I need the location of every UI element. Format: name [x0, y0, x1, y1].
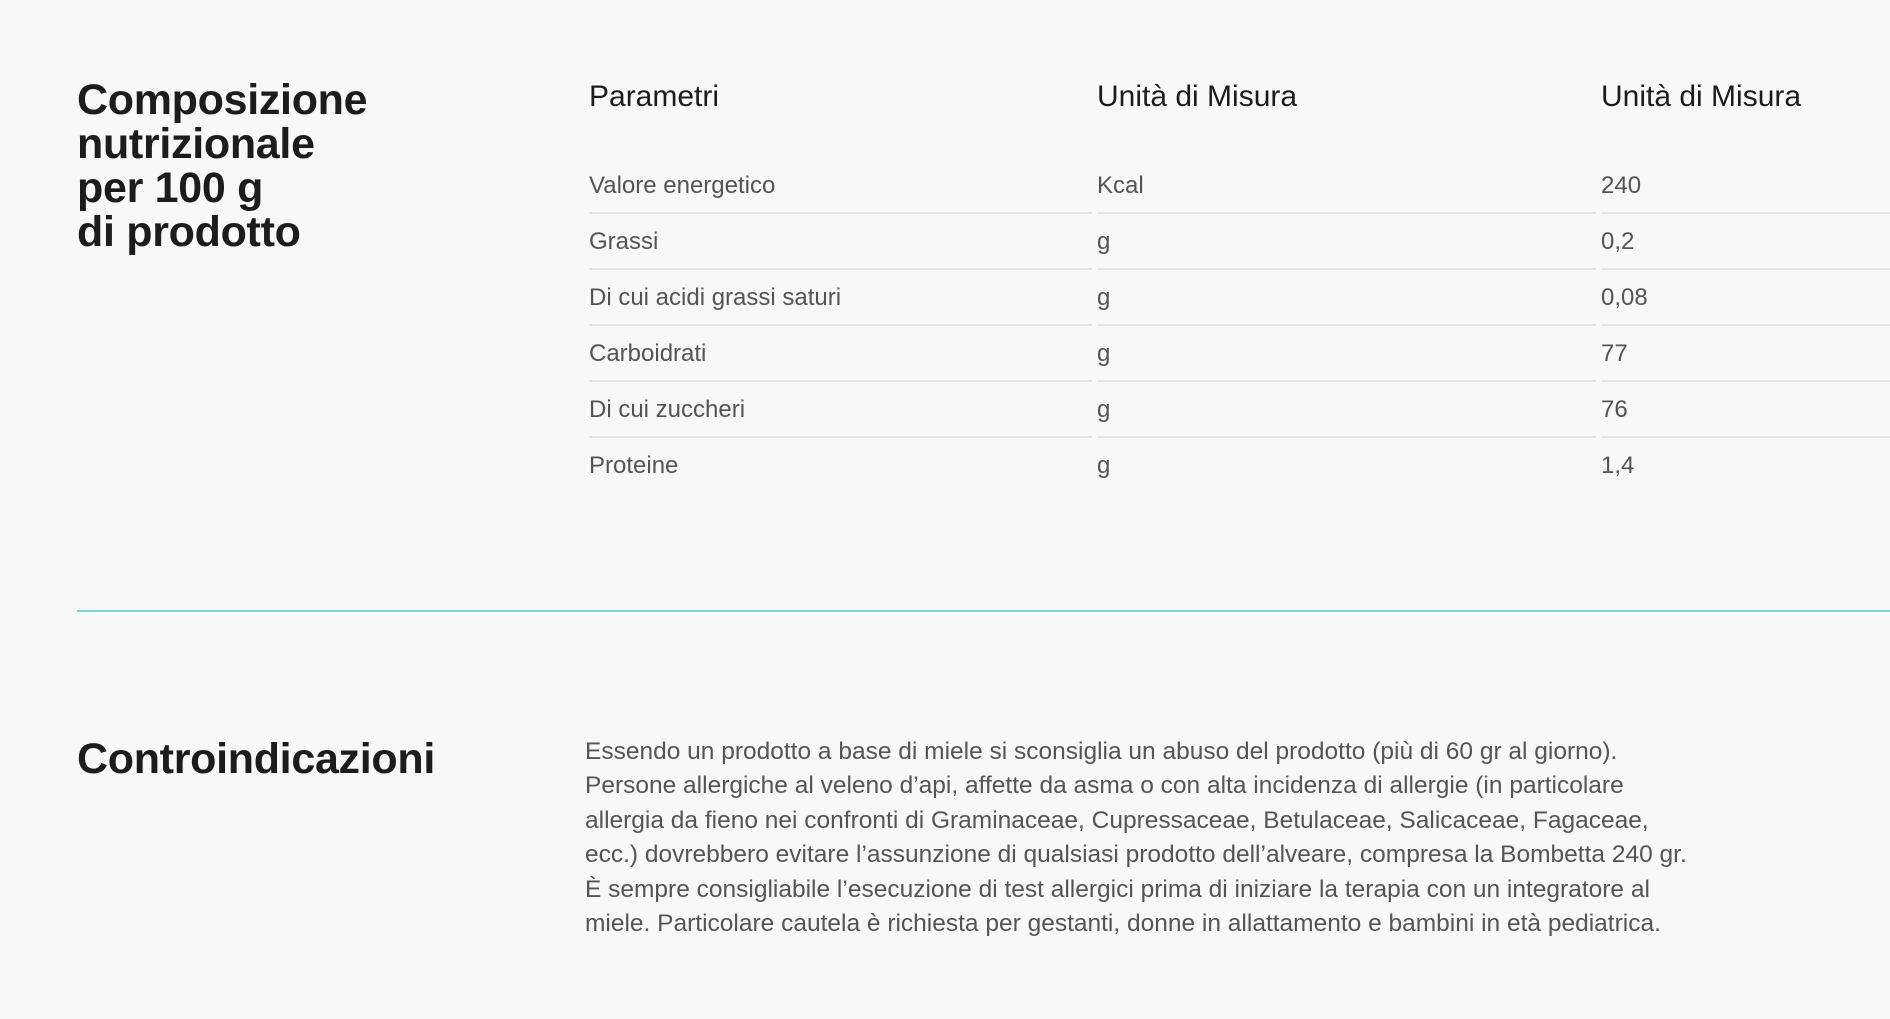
contraindications-line: Essendo un prodotto a base di miele si sconsiglia un abuso del prodotto (più di 60 gr al giorno).	[585, 738, 1618, 765]
value-cell: 76	[1601, 386, 1890, 438]
contraindications-section-title: Controindicazioni	[77, 735, 435, 783]
nutrition-title-line: Composizione	[77, 76, 368, 124]
unit-cell: g	[1097, 452, 1111, 479]
table-row	[589, 158, 1890, 214]
param-cell: Valore energetico	[589, 162, 1092, 214]
nutrition-section-title	[77, 78, 497, 254]
unit-cell: g	[1097, 218, 1596, 270]
value-cell: 0,08	[1601, 274, 1890, 326]
table-row	[589, 270, 1890, 326]
param-cell: Di cui acidi grassi saturi	[589, 274, 1092, 326]
param-cell: Di cui zuccheri	[589, 386, 1092, 438]
column-header-unita: Unità di Misura	[1097, 80, 1298, 113]
contraindications-line: miele. Particolare cautela è richiesta per gestanti, donne in allattamento e bambini in età pediatrica.	[585, 910, 1661, 938]
unit-cell: g	[1097, 330, 1596, 382]
contraindications-line: ecc.) dovrebbero evitare l’assunzione di qualsiasi prodotto dell’alveare, compresa la Bombetta 240 gr.	[585, 841, 1687, 869]
contraindications-line: Persone allergiche al veleno d’api, affette da asma o con alta incidenza di allergie (in particolare	[585, 772, 1624, 800]
nutrition-title-line: di prodotto	[77, 208, 301, 256]
value-cell: 77	[1601, 330, 1890, 382]
nutrition-title-line: nutrizionale	[77, 120, 315, 168]
value-cell: 1,4	[1601, 452, 1635, 479]
column-header-parametri: Parametri	[589, 80, 720, 113]
nutrition-table-body	[589, 158, 1890, 494]
contraindications-line: allergia da fieno nei confronti di Graminaceae, Cupressaceae, Betulaceae, Salicaceae, Fagaceae,	[585, 806, 1649, 834]
table-row	[589, 382, 1890, 438]
value-cell: 0,2	[1601, 218, 1890, 270]
param-cell: Grassi	[589, 218, 1092, 270]
section-divider	[77, 610, 1890, 612]
table-row	[589, 214, 1890, 270]
param-cell: Proteine	[589, 452, 679, 479]
nutrition-title-line: per 100 g	[77, 164, 264, 212]
param-cell: Carboidrati	[589, 330, 1092, 382]
unit-cell: g	[1097, 386, 1596, 438]
column-header-valore: Unità di Misura	[1601, 80, 1802, 113]
unit-cell: Kcal	[1097, 162, 1596, 214]
contraindications-line: È sempre consigliabile l’esecuzione di test allergici prima di iniziare la terapia con un integratore al	[585, 875, 1650, 903]
contraindications-text	[585, 735, 1765, 941]
unit-cell: g	[1097, 274, 1596, 326]
table-row	[589, 326, 1890, 382]
value-cell: 240	[1601, 162, 1890, 214]
table-row	[589, 438, 1890, 494]
